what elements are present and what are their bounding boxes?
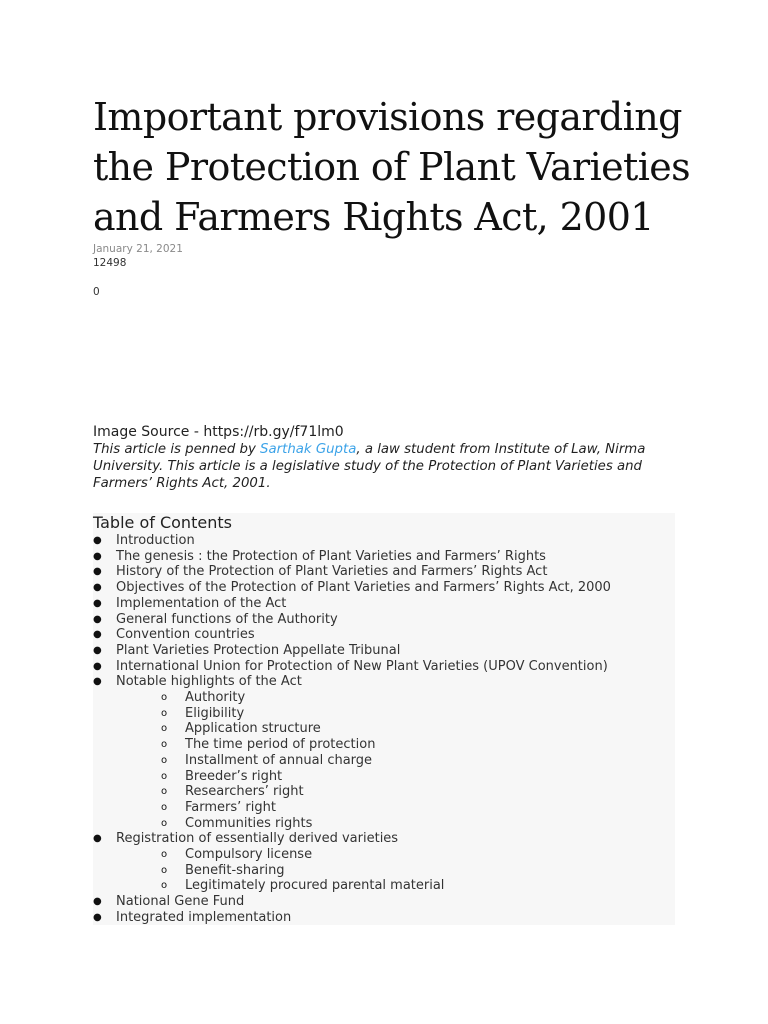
toc-subitem[interactable] [93,800,675,816]
toc-item-label: International Union for Protection of New Plant Varieties (UPOV Convention) [116,658,608,674]
toc-item-label: Objectives of the Protection of Plant Varieties and Farmers’ Rights Act, 2000 [116,580,611,596]
toc-item-label: History of the Protection of Plant Varieties and Farmers’ Rights Act [116,564,548,580]
article-intro [93,441,683,492]
toc-item-label: Convention countries [116,627,255,643]
circle-bullet-icon: o [161,739,168,751]
comment-count[interactable]: 0 [93,286,100,298]
circle-bullet-icon: o [161,754,168,766]
circle-bullet-icon: o [161,723,168,735]
publish-date: January 21, 2021 [93,243,183,255]
toc-subitem-label: The time period of protection [185,737,376,753]
toc-item-label: Implementation of the Act [116,595,287,611]
circle-bullet-icon: o [161,770,168,782]
bullet-icon: ● [93,613,102,625]
toc-subitem-label: Compulsory license [185,847,313,863]
intro-suffix: , a law student from Institute of Law, Nirma University. This article is a legislative study of the Protection of Plant Varieties and Farmers’ Rights Act, 2001. [93,442,646,491]
table-of-contents [93,513,675,925]
bullet-icon: ● [93,644,102,656]
toc-item-label: Introduction [116,533,195,548]
toc-subitem-label: Researchers’ right [185,784,304,800]
toc-item-label: The genesis : the Protection of Plant Varieties and Farmers’ Rights [116,548,546,564]
article [93,92,693,492]
toc-item-label: Plant Varieties Protection Appellate Tribunal [116,642,401,658]
circle-bullet-icon: o [161,786,168,798]
bullet-icon: ● [93,629,102,641]
image-source-caption: Image Source - https://rb.gy/f71lm0 [93,424,344,440]
circle-bullet-icon: o [161,864,168,876]
author-link[interactable]: Sarthak Gupta [260,442,357,457]
toc-item[interactable] [93,674,675,690]
toc-item[interactable] [93,549,675,565]
toc-subitem-label: Breeder’s right [185,768,283,784]
bullet-icon: ● [93,911,102,923]
toc-subitem[interactable] [93,784,675,800]
toc-item[interactable] [93,564,675,580]
toc-subitem[interactable] [93,753,675,769]
article-title: Important provisions regarding the Protection of Plant Varieties and Farmers Rights Act, 2001 [93,95,691,239]
toc-subitem-label: Benefit-sharing [185,862,285,878]
toc-subitem[interactable] [93,721,675,737]
toc-item[interactable] [93,831,675,847]
bullet-icon: ● [93,597,102,609]
intro-prefix: This article is penned by [93,442,261,457]
toc-subitem-label: Farmers’ right [185,799,276,815]
toc-item[interactable] [93,533,675,549]
bullet-icon: ● [93,896,102,908]
toc-subitem[interactable] [93,863,675,879]
toc-item[interactable] [93,643,675,659]
bullet-icon: ● [93,582,102,594]
toc-item[interactable] [93,659,675,675]
toc-subitem-label: Eligibility [185,705,245,721]
bullet-icon: ● [93,833,102,845]
bullet-icon: ● [93,676,102,688]
toc-list [93,533,675,926]
bullet-icon: ● [93,660,102,672]
circle-bullet-icon: o [161,880,168,892]
circle-bullet-icon: o [161,849,168,861]
toc-item-label: Notable highlights of the Act [116,674,302,690]
toc-subitem[interactable] [93,816,675,832]
circle-bullet-icon: o [161,707,168,719]
toc-subitem[interactable] [93,690,675,706]
toc-subitem[interactable] [93,706,675,722]
bullet-icon: ● [93,535,102,546]
toc-subitem[interactable] [93,847,675,863]
bullet-icon: ● [93,566,102,578]
toc-item[interactable] [93,910,675,926]
toc-item[interactable] [93,894,675,910]
toc-subitem-label: Application structure [185,721,321,737]
toc-item-label: Integrated implementation [116,909,292,925]
bullet-icon: ● [93,550,102,562]
toc-item[interactable] [93,627,675,643]
toc-subitem-label: Installment of annual charge [185,752,373,768]
toc-item-label: Registration of essentially derived varieties [116,831,399,847]
toc-item[interactable] [93,612,675,628]
toc-subitem[interactable] [93,878,675,894]
toc-title: Table of Contents [93,513,232,532]
toc-item-label: General functions of the Authority [116,611,338,627]
toc-subitem[interactable] [93,769,675,785]
toc-subitem-label: Communities rights [185,815,313,831]
toc-item[interactable] [93,596,675,612]
circle-bullet-icon: o [161,801,168,813]
toc-subitem-label: Legitimately procured parental material [185,878,445,894]
toc-subitem[interactable] [93,737,675,753]
circle-bullet-icon: o [161,817,168,829]
toc-item[interactable] [93,580,675,596]
toc-item-label: National Gene Fund [116,894,245,910]
view-count: 12498 [93,257,127,269]
toc-subitem-label: Authority [185,690,246,706]
circle-bullet-icon: o [161,692,168,704]
